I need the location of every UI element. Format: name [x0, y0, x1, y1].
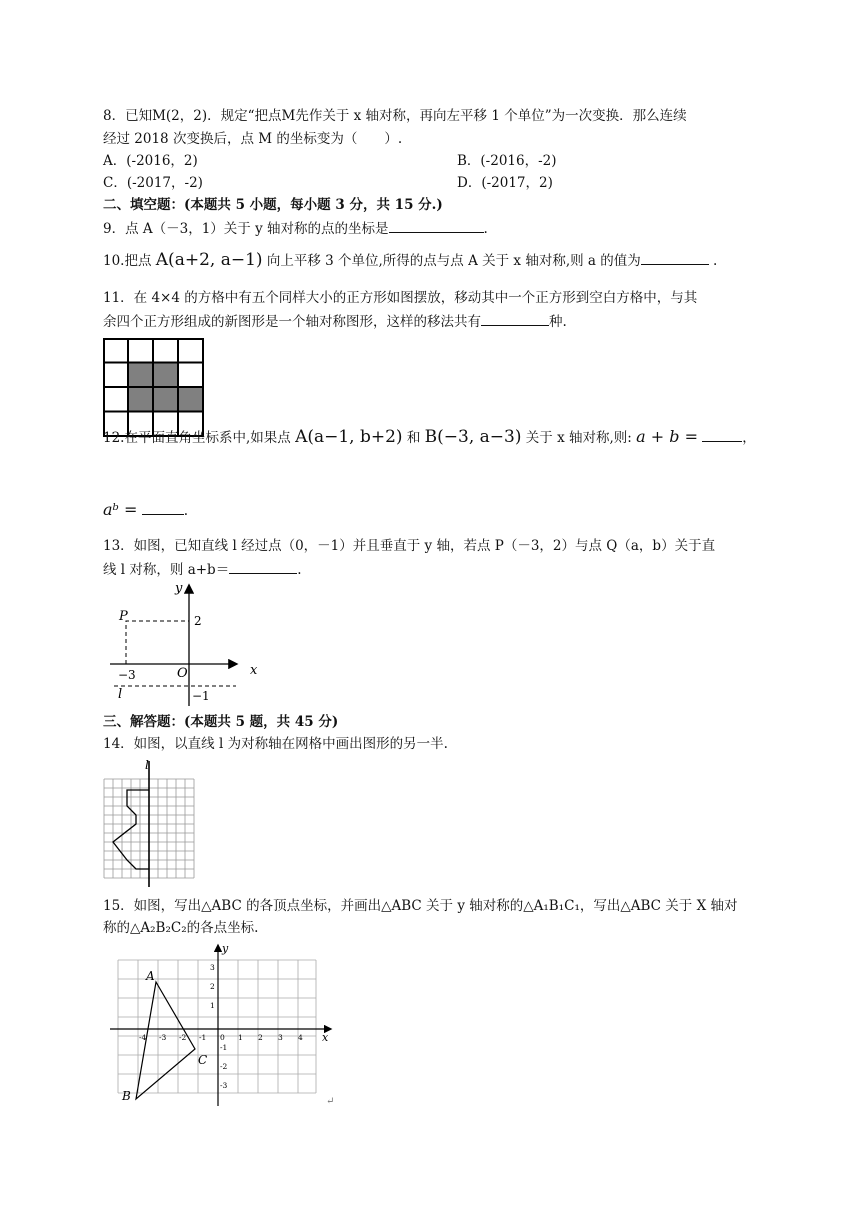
q15-coordinate-figure [108, 942, 340, 1108]
q13-line1: 13．如图，已知直线 l 经过点（0，－1）并且垂直于 y 轴，若点 P（－3，2）与点 Q（a，b）关于直 [103, 538, 716, 554]
tick-2: 2 [194, 614, 202, 628]
answer-blank [481, 311, 549, 326]
q10-pre: 10.把点 [103, 253, 152, 269]
q11-line2-text: 余四个正方形组成的新图形是一个轴对称图形，这样的移法共有 [103, 314, 481, 330]
q8-option-b: B．(-2016，-2) [457, 153, 557, 169]
q12-pre: 12.在平面直角坐标系中,如果点 [103, 430, 291, 446]
q9-text: 9．点 A（－3，1）关于 y 轴对称的点的坐标是 [103, 221, 389, 237]
shaded-square [153, 387, 178, 412]
q8-line2: 经过 2018 次变换后，点 M 的坐标变为（ ）. [103, 131, 403, 147]
q12-point-a: A(a−1, b+2) [295, 427, 403, 447]
shaded-square [153, 363, 178, 388]
q13-coordinate-figure [110, 580, 270, 708]
q13-line2-text: 线 l 对称，则 a+b＝ [103, 562, 230, 578]
q8-option-a: A．(-2016，2) [103, 153, 198, 169]
q8-option-c: C．(-2017，-2) [103, 175, 203, 191]
q12-point-b: B(−3, a−3) [424, 427, 522, 447]
x-tick-label: 1 [238, 1033, 243, 1042]
line-l-label: l [118, 687, 123, 702]
q12-end: . [183, 503, 189, 519]
q10-post: 向上平移 3 个单位,所得的点与点 A 关于 x 轴对称,则 a 的值为 [266, 253, 641, 269]
q8-line1: 8．已知M(2，2)．规定“把点M先作关于 x 轴对称，再向左平移 1 个单位”为一次变换．那么连续 [103, 108, 687, 124]
x-axis-label: x [322, 1031, 329, 1044]
shaded-square [178, 387, 203, 412]
origin-label: O [177, 666, 188, 681]
q10 [103, 250, 717, 271]
answer-blank [641, 250, 709, 265]
q11-grid-figure [103, 338, 205, 438]
answer-blank [389, 218, 484, 233]
q12-line2 [103, 500, 188, 521]
x-tick-label: 4 [298, 1033, 303, 1042]
point-p-label: P [119, 609, 128, 624]
tick-minus-1: −1 [192, 689, 210, 703]
q8-option-d: D．(-2017，2) [457, 175, 553, 191]
x-label: x [250, 663, 258, 678]
y-label: y [175, 581, 183, 596]
q9-end: . [483, 221, 488, 237]
x-tick-label: -1 [199, 1033, 207, 1042]
x-tick-label: 3 [278, 1033, 283, 1042]
q11-line2 [103, 311, 567, 332]
y-tick-label: 1 [210, 1001, 215, 1010]
q12-comma: ， [742, 430, 756, 446]
vertex-c-label: C [198, 1053, 208, 1067]
shaded-square [128, 387, 153, 412]
q12-a-plus-b: a + b = [636, 427, 698, 446]
q10-expression: A(a+2, a−1) [155, 250, 263, 270]
x-tick-label: 0 [220, 1033, 225, 1042]
q12-line1 [103, 427, 756, 448]
q10-end: . [713, 253, 718, 269]
section-2-heading: 二、填空题：(本题共 5 小题，每小题 3 分，共 15 分.) [103, 197, 443, 213]
dashed-guide [126, 621, 189, 664]
x-tick-label: -2 [179, 1033, 187, 1042]
q14-text: 14．如图，以直线 l 为对称轴在网格中画出图形的另一半. [103, 736, 448, 752]
vertex-b-label: B [122, 1089, 131, 1103]
x-tick-label: -3 [159, 1033, 167, 1042]
y-axis-label: y [222, 942, 229, 955]
section-3-heading: 三、解答题：(本题共 5 题，共 45 分) [103, 714, 339, 730]
x-tick-label: -4 [139, 1033, 147, 1042]
y-tick-label: -2 [220, 1062, 228, 1071]
answer-blank [142, 500, 184, 515]
q15-line1: 15．如图，写出△ABC 的各顶点坐标，并画出△ABC 关于 y 轴对称的△A₁B₁C₁，写出△ABC 关于 X 轴对 [103, 898, 738, 914]
q15-line2: 称的△A₂B₂C₂的各点坐标. [103, 920, 259, 936]
answer-blank [229, 559, 297, 574]
answer-blank [702, 427, 742, 442]
y-tick-label: -3 [220, 1081, 228, 1090]
q12-mid: 和 [406, 430, 421, 446]
q12-a-power-b: aᵇ = [103, 500, 138, 519]
q12-post: 关于 x 轴对称,则: [525, 430, 632, 446]
line-l-label: l [145, 758, 149, 772]
y-tick-label: -1 [220, 1043, 228, 1052]
shaded-square [128, 363, 153, 388]
return-mark: ↵ [326, 1096, 335, 1107]
q11-end: 种. [549, 314, 567, 330]
q11-line1: 11．在 4×4 的方格中有五个同样大小的正方形如图摆放，移动其中一个正方形到空白方格中，与其 [103, 290, 698, 306]
q13-end: . [297, 562, 302, 578]
y-tick-label: 2 [210, 982, 215, 991]
q13-line2 [103, 559, 302, 580]
tick-minus-3: −3 [118, 668, 136, 682]
q14-grid-figure [100, 757, 200, 889]
vertex-a-label: A [146, 969, 155, 983]
x-tick-label: 2 [258, 1033, 263, 1042]
q9 [103, 218, 488, 239]
y-tick-label: 3 [210, 963, 215, 972]
